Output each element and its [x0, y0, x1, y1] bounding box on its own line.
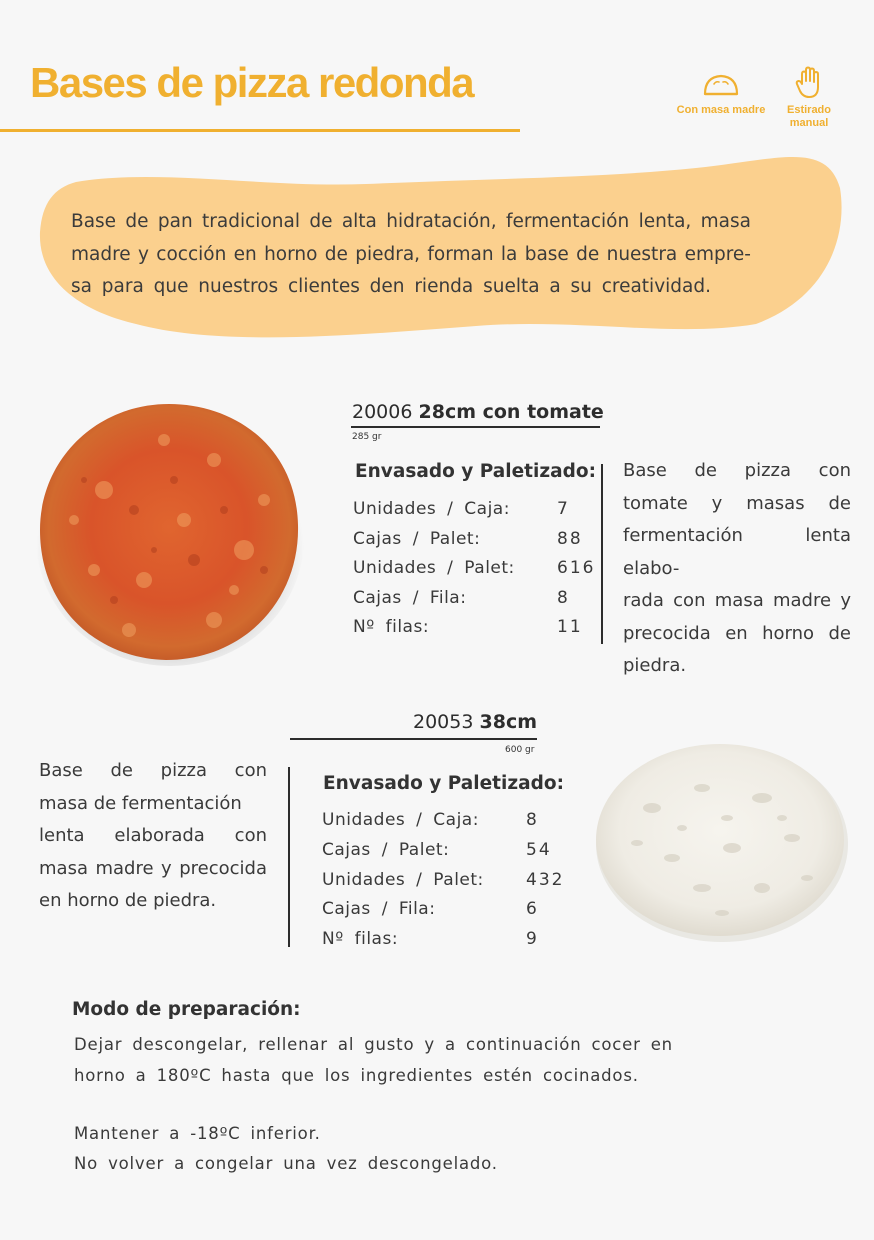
preparation-line: Dejar descongelar, rellenar al gusto y a continuación cocer en: [74, 1035, 673, 1054]
column-divider: [288, 767, 290, 947]
spec-label: Cajas / Palet:: [322, 840, 450, 860]
spec-value: 6: [526, 899, 539, 919]
desc-line: piedra.: [623, 655, 687, 676]
spec-value: 8: [557, 587, 570, 608]
product-weight: 600 gr: [505, 745, 535, 755]
product-code: 20006: [352, 401, 413, 423]
title-underline: [0, 129, 520, 132]
desc-line: lenta elaborada con: [39, 825, 267, 846]
spec-value: 11: [557, 617, 583, 637]
spec-label: Unidades / Palet:: [322, 870, 484, 890]
badge-masa-madre: [675, 72, 767, 117]
preparation-title: Modo de preparación:: [72, 999, 301, 1020]
spec-label: Nº filas:: [353, 617, 430, 637]
desc-line: tomate y masas de: [623, 492, 851, 514]
spec-value: 432: [526, 870, 565, 890]
intro-text: [71, 206, 751, 304]
column-divider: [601, 464, 603, 644]
desc-line: rada con masa madre y: [623, 590, 851, 611]
desc-line: Base de pizza con: [623, 460, 851, 481]
product-weight: 285 gr: [352, 432, 382, 442]
hand-icon: [795, 66, 823, 100]
spec-label: Unidades / Palet:: [353, 558, 515, 578]
product-name: 38cm: [479, 711, 538, 733]
spec-label: Cajas / Fila:: [353, 587, 467, 608]
desc-line: Base de pizza con: [39, 760, 267, 781]
packaging-title: Envasado y Paletizado:: [355, 461, 596, 482]
spec-value: 9: [526, 929, 539, 949]
pizza-plain-image: [592, 738, 850, 944]
spec-value: 7: [557, 499, 570, 519]
product-name: 28cm con tomate: [418, 401, 604, 423]
product-title-rule: [351, 426, 600, 428]
spec-value: 616: [557, 558, 596, 578]
product-code: 20053: [413, 711, 474, 733]
pizza-tomato-image: [34, 400, 304, 666]
storage-line: Mantener a -18ºC inferior.: [74, 1124, 321, 1143]
desc-line: en horno de piedra.: [39, 890, 217, 911]
spec-label: Cajas / Fila:: [322, 899, 436, 919]
spec-label: Nº filas:: [322, 929, 399, 949]
product-title: [352, 401, 604, 423]
badge-label-line1: Estirado: [786, 104, 831, 116]
spec-label: Unidades / Caja:: [322, 810, 479, 830]
intro-line: sa para que nuestros clientes den rienda suelta a su creatividad.: [71, 276, 711, 297]
badge-label: Con masa madre: [676, 104, 766, 116]
product-description: [39, 755, 267, 918]
spec-value: 54: [526, 840, 552, 860]
storage-line: No volver a congelar una vez descongelado.: [74, 1154, 498, 1173]
spec-value: 88: [557, 528, 583, 549]
desc-line: fermentación lenta elabo-: [623, 525, 851, 579]
desc-line: masa madre y precocida: [39, 857, 267, 879]
spec-label: Unidades / Caja:: [353, 499, 510, 519]
packaging-title: Envasado y Paletizado:: [323, 773, 564, 794]
badge-estirado-manual: [780, 66, 838, 130]
bread-icon: [702, 72, 740, 100]
spec-label: Cajas / Palet:: [353, 528, 481, 549]
desc-line: precocida en horno de: [623, 622, 851, 644]
intro-line: madre y cocción en horno de piedra, forman la base de nuestra empre-: [71, 243, 751, 265]
product-title-rule: [290, 738, 537, 740]
product-description: [623, 455, 851, 683]
product-title: [413, 711, 537, 733]
desc-line: masa de fermentación: [39, 792, 242, 814]
intro-line: Base de pan tradicional de alta hidratación, fermentación lenta, masa: [71, 211, 751, 232]
spec-value: 8: [526, 810, 539, 830]
badge-label-line2: manual: [789, 117, 829, 129]
page-title: Bases de pizza redonda: [30, 59, 474, 106]
preparation-line: horno a 180ºC hasta que los ingredientes estén cocinados.: [74, 1066, 639, 1085]
